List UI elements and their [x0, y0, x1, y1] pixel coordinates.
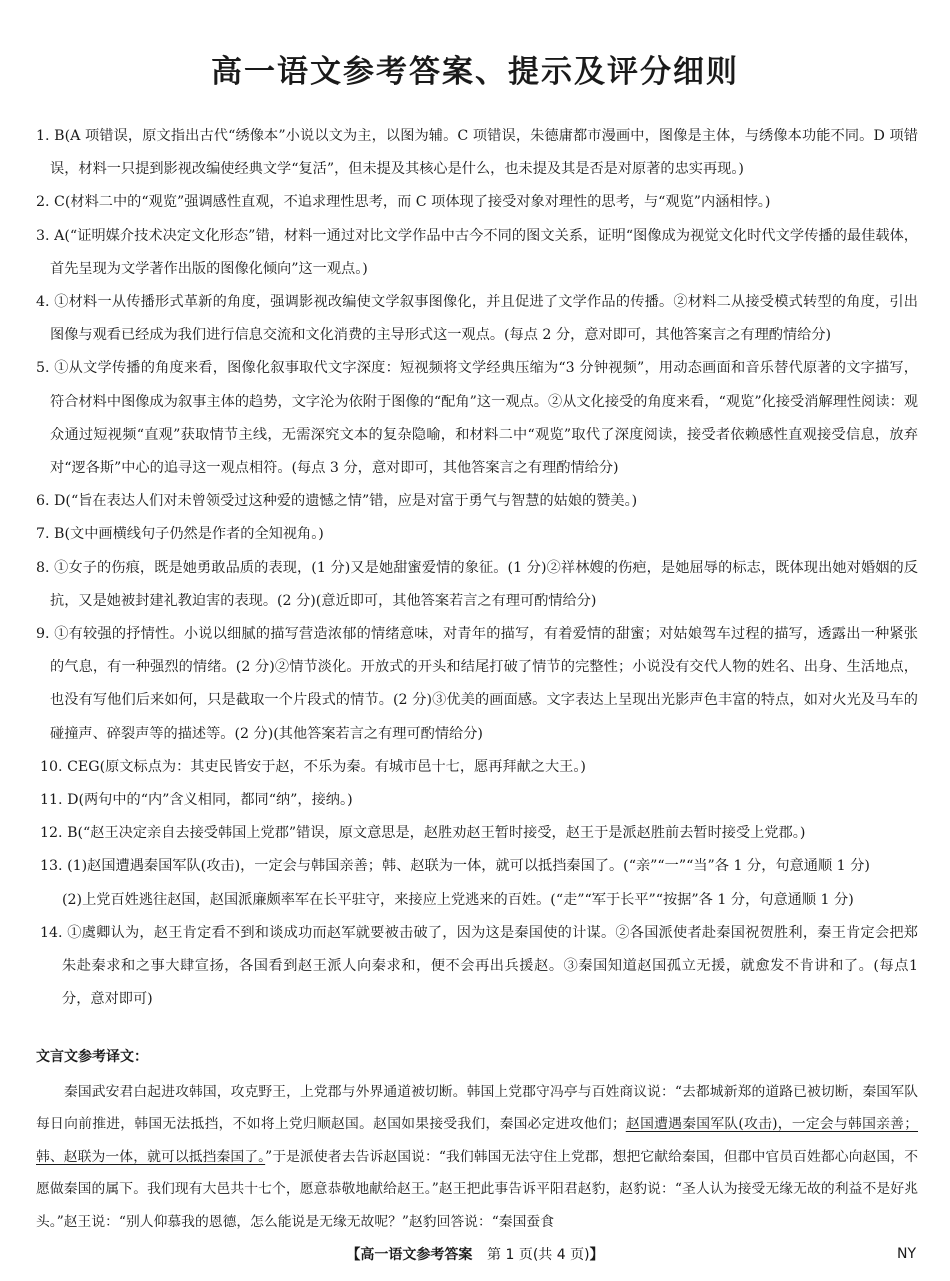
answer-item-2: 2. C(材料二中的“观览”强调感性直观，不追求理性思考，而 C 项体现了接受对象对理性的思考，与“观览”内涵相悖。): [36, 194, 771, 211]
answer-item-4: 4. ①材料一从传播形式革新的角度，强调影视改编使文学叙事图像化，并且促进了文学作品的传播。②材料二从接受模式转型的角度，引出图像与观看已经成为我们进行信息交流和文化消费的主导形式这一观点。(每点 2 分，意对即可，其他答案言之有理酌情给分): [36, 294, 918, 344]
answer-item-5: 5. ①从文学传播的角度来看，图像化叙事取代文字深度：短视频将文学经典压缩为“3 分钟视频”，用动态画面和音乐替代原著的文字描写，符合材料中图像成为叙事主体的趋势，文字沦为依附于图像的“配角”这一观点。②从文化接受的角度来看，“观览”化接受消解理性阅读：观众通过短视频“直观”获取情节主线，无需深究文本的复杂隐喻，和材料二中“观览”取代了深度阅读，接受者依赖感性直观接受信息，放弃对“逻各斯”中心的追寻这一观点相符。(每点 3 分，意对即可，其他答案言之有理酌情给分): [36, 360, 918, 477]
answer-list: [36, 120, 918, 1016]
answer-item-1: 1. B(A 项错误，原文指出古代“绣像本”小说以文为主，以图为辅。C 项错误，朱德庸都市漫画中，图像是主体，与绣像本功能不同。D 项错误，材料一只提到影视改编使经典文学“复活”，但未提及其核心是什么，也未提及其是否是对原著的忠实再现。): [36, 128, 918, 178]
translation-heading: 文言文参考译文：: [36, 1049, 148, 1065]
footer-title: 【高一语文参考答案: [346, 1247, 473, 1263]
footer-code: NY: [896, 1246, 916, 1262]
page-footer: [0, 1244, 950, 1264]
translation-underlined-sentence: 赵国遭遇秦国军队(攻击)，一定会与韩国亲善；韩、赵联为一体，就可以抵挡秦国了。: [36, 1116, 919, 1165]
answer-item-10: 10. CEG(原文标点为：其吏民皆安于赵，不乐为秦。有城市邑十七，愿再拜献之大王。): [40, 758, 586, 775]
answer-item-6: 6. D(“旨在表达人们对未曾领受过这种爱的遗憾之情”错，应是对富于勇气与智慧的姑娘的赞美。): [36, 493, 638, 510]
answer-item-14: 14. ①虞卿认为，赵王肯定看不到和谈成功而赵军就要被击破了，因为这是秦国使的计谋。②各国派使者赴秦国祝贺胜利，秦王肯定会把郑朱赴秦求和之事大肆宣扬，各国看到赵王派人向秦求和，便不会再出兵援赵。③秦国知道赵国孤立无援，就愈发不肯讲和了。(每点1 分，意对即可): [40, 924, 918, 1008]
answer-item-13-2: (2)上党百姓逃往赵国，赵国派廉颇率军在长平驻守，来接应上党逃来的百姓。(“走”“军于长平”“按据”各 1 分，句意通顺 1 分): [62, 891, 854, 908]
translation-text-1: 秦国武安君白起进攻韩国，攻克野王，上党郡与外界通道被切断。韩国上党郡守冯亭与百姓商议说：“去都城新郑的道路已被切断，秦国军队每日向前推进，韩国无法抵挡，不如将上党归顺赵国。赵国如果接受我们，秦国必定进攻他们；: [36, 1084, 918, 1133]
footer-close-bracket: 】: [589, 1247, 604, 1263]
answer-item-8: 8. ①女子的伤痕，既是她勇敢品质的表现，(1 分)又是她甜蜜爱情的象征。(1 分)②祥林嫂的伤疤，是她屈辱的标志，既体现出她对婚姻的反抗，又是她被封建礼教迫害的表现。(2 分)(意近即可，其他答案若言之有理可酌情给分): [36, 559, 918, 609]
page-title: 高一语文参考答案、提示及评分细则: [211, 54, 739, 90]
answer-item-9: 9. ①有较强的抒情性。小说以细腻的描写营造浓郁的情绪意味，对青年的描写，有着爱情的甜蜜；对姑娘驾车过程的描写，透露出一种紧张的气息，有一种强烈的情绪。(2 分)②情节淡化。开放式的开头和结尾打破了情节的完整性；小说没有交代人物的姓名、出身、生活地点，也没有写他们后来如何，只是截取一个片段式的情节。(2 分)③优美的画面感。文字表达上呈现出光影声色丰富的特点，如对火光及马车的碰撞声、碎裂声等的描述等。(2 分)(其他答案若言之有理可酌情给分): [36, 626, 918, 742]
translation-paragraph: [36, 1076, 918, 1238]
answer-item-3: 3. A(“证明媒介技术决定文化形态”错，材料一通过对比文学作品中古今不同的图文关系，证明“图像成为视觉文化时代文学传播的最佳载体，首先呈现为文学著作出版的图像化倾向”这一观点。): [36, 227, 918, 277]
answer-item-11: 11. D(两句中的“内”含义相同，都同“纳”，接纳。): [40, 792, 353, 809]
footer-page-number: 第 1 页(共 4 页): [487, 1247, 590, 1263]
answer-item-13-1: 13. (1)赵国遭遇秦国军队(攻击)，一定会与韩国亲善；韩、赵联为一体，就可以抵挡秦国了。(“亲”“一”“当”各 1 分，句意通顺 1 分): [40, 858, 870, 875]
answer-item-7: 7. B(文中画横线句子仍然是作者的全知视角。): [36, 526, 324, 543]
answer-item-12: 12. B(“赵王决定亲自去接受韩国上党郡”错误，原文意思是，赵胜劝赵王暂时接受，赵王于是派赵胜前去暂时接受上党郡。): [40, 825, 806, 842]
translation-text-2: ”于是派使者去告诉赵国说：“我们韩国无法守住上党郡，想把它献给秦国，但郡中官员百姓都心向赵国，不愿做秦国的属下。我们现有大邑共十七个，愿意恭敬地献给赵王。”赵王把此事告诉平阳君赵豹，赵豹说：“圣人认为接受无缘无故的利益不是好兆头。”赵王说：“别人仰慕我的恩德，怎么能说是无缘无故呢？”赵豹回答说：“秦国蚕食: [36, 1148, 918, 1230]
